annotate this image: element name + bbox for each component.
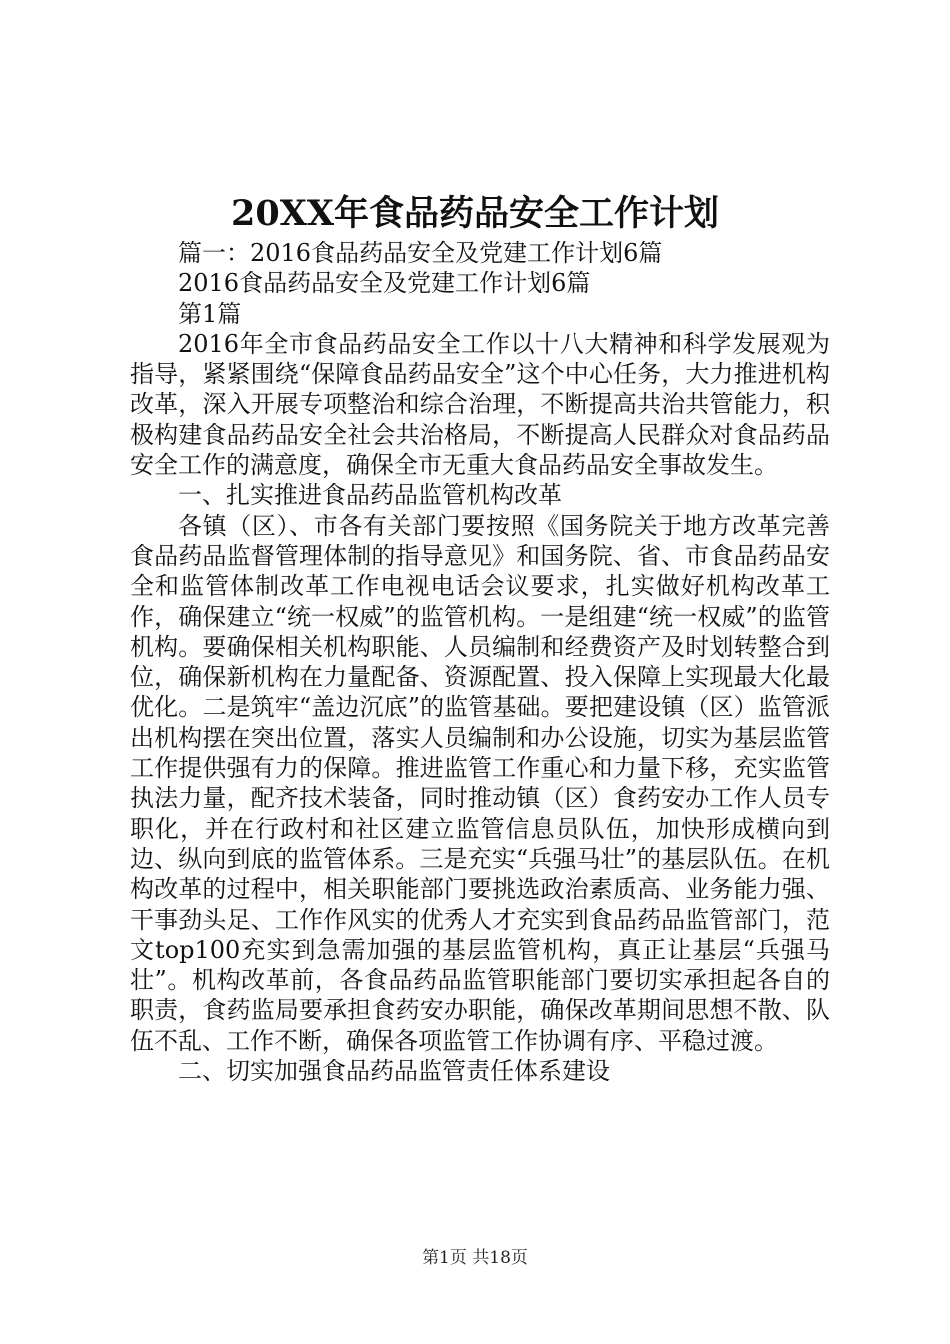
- section-heading-2: 二、切实加强食品药品监管责任体系建设: [178, 1057, 610, 1086]
- paragraph-intro: 2016年全市食品药品安全工作以十八大精神和科学发展观为指导，紧紧围绕“保障食品药品安全”这个中心任务，大力推进机构改革，深入开展专项整治和综合治理，不断提高共治共管能力，积极构建食品药品安全社会共治格局，不断提高人民群众对食品药品安全工作的满意度，确保全市无重大食品药品安全事故发生。: [130, 329, 830, 480]
- document-title: 20XX年食品药品安全工作计划: [230, 193, 720, 234]
- page-footer: 第1页 共18页: [422, 1248, 528, 1268]
- paragraph-chapter-heading: 篇一：2016食品药品安全及党建工作计划6篇: [178, 239, 663, 267]
- document-body: [130, 238, 830, 1086]
- paragraph-subtitle: 2016食品药品安全及党建工作计划6篇: [178, 269, 591, 298]
- paragraph-part-label: 第1篇: [178, 299, 242, 328]
- paragraph-section-1-body: 各镇（区）、市各有关部门要按照《国务院关于地方改革完善食品药品监督管理体制的指导意见》和国务院、省、市食品药品安全和监管体制改革工作电视电话会议要求，扎实做好机构改革工作，确保建立“统一权威”的监管机构。一是组建“统一权威”的监管机构。要确保相关机构职能、人员编制和经费资产及时划转整合到位，确保新机构在力量配备、资源配置、投入保障上实现最大化最优化。二是筑牢“盖边沉底”的监管基础。要把建设镇（区）监管派出机构摆在突出位置，落实人员编制和办公设施，切实为基层监管工作提供强有力的保障。推进监管工作重心和力量下移，充实监管执法力量，配齐技术装备，同时推动镇（区）食药安办工作人员专职化，并在行政村和社区建立监管信息员队伍，加快形成横向到边、纵向到底的监管体系。三是充实“兵强马壮”的基层队伍。在机构改革的过程中，相关职能部门要挑选政治素质高、业务能力强、干事劲头足、工作作风实的优秀人才充实到食品药品监管部门，范文top100充实到急需加强的基层监管机构，真正让基层“兵强马壮”。机构改革前，各食品药品监管职能部门要切实承担起各自的职责，食药监局要承担食药安办职能，确保改革期间思想不散、队伍不乱、工作不断，确保各项监管工作协调有序、平稳过渡。: [130, 511, 830, 1055]
- section-heading-1: 一、扎实推进食品药品监管机构改革: [178, 481, 562, 510]
